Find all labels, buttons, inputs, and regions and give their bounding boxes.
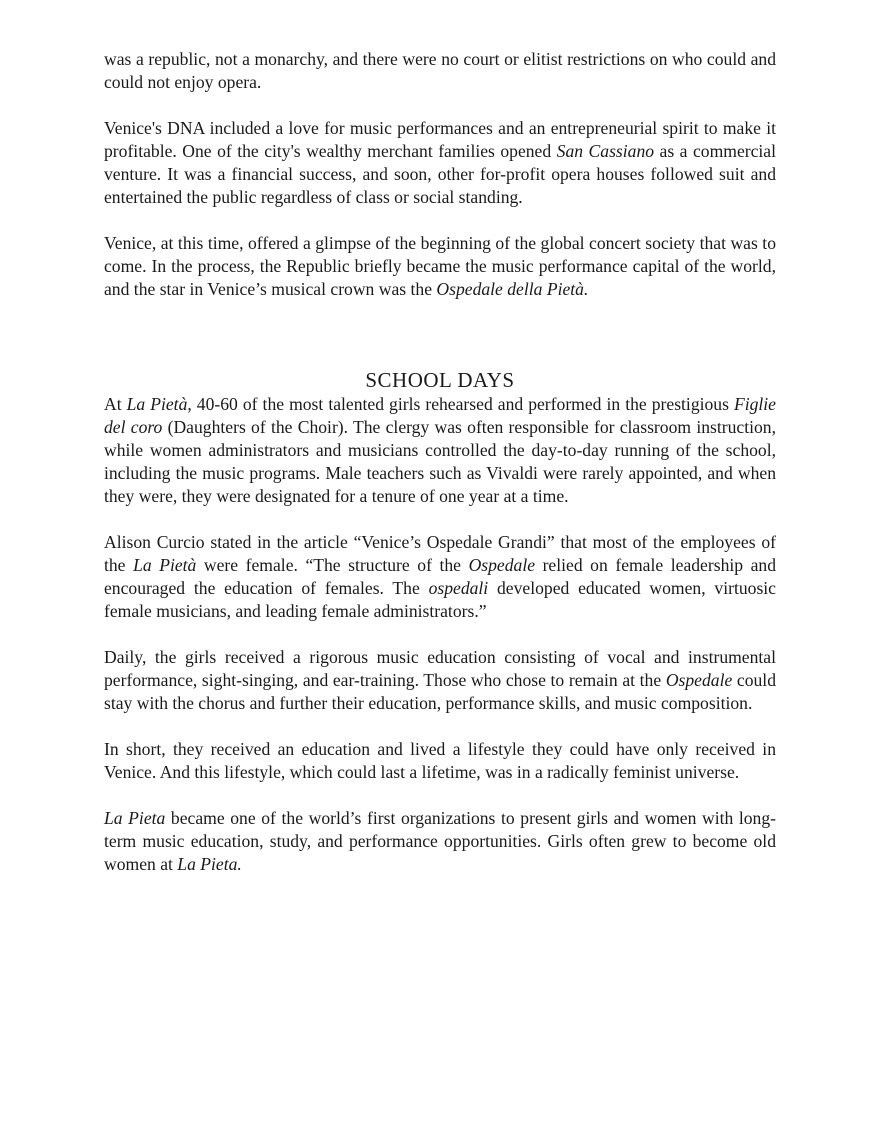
paragraph bbox=[104, 48, 776, 94]
section-heading-wrap bbox=[104, 367, 776, 393]
italic-text: ospedali bbox=[428, 578, 489, 598]
text-run: At bbox=[104, 394, 127, 414]
text-run: In short, they received an education and lived a lifestyle they could have only received in Venice. And this lifestyle, which could last a lifetime, was in a radically feminist universe. bbox=[104, 739, 776, 782]
text-run: could stay with the chorus and further their education, performance skills, and music composition. bbox=[104, 670, 776, 713]
italic-text: La Pietà bbox=[126, 394, 188, 414]
intro-section bbox=[104, 48, 776, 301]
italic-text: La Pieta bbox=[104, 808, 166, 828]
text-run: , 40-60 of the most talented girls rehearsed and performed in the prestigious bbox=[187, 394, 734, 414]
text-run: became one of the world’s first organizations to present girls and women with long-term music education, study, and performance opportunities. Girls often grew to become old women at bbox=[104, 808, 777, 874]
text-run: (Daughters of the Choir). The clergy was often responsible for classroom instruction, while women administrators and musicians controlled the day-to-day running of the school, including the music programs. Male teachers such as Vivaldi were rarely appointed, and when they were, they were designated for a tenure of one year at a time. bbox=[104, 417, 776, 506]
italic-text: La Pietà bbox=[133, 555, 197, 575]
italic-text: La Pieta. bbox=[177, 854, 242, 874]
text-run: as a commercial venture. It was a financial success, and soon, other for-profit opera houses followed suit and entertained the public regardless of class or social standing. bbox=[104, 141, 777, 207]
text-run: relied on female leadership and encouraged the education of females. The bbox=[104, 555, 777, 598]
text-run: Daily, the girls received a rigorous music education consisting of vocal and instrumental performance, sight-singing, and ear-training. Those who chose to remain at the bbox=[104, 647, 776, 690]
section-heading: SCHOOL DAYS bbox=[365, 368, 515, 392]
italic-text: San Cassiano bbox=[556, 141, 655, 161]
paragraph bbox=[104, 807, 776, 876]
text-run: was a republic, not a monarchy, and there were no court or elitist restrictions on who could and could not enjoy opera. bbox=[104, 49, 776, 92]
italic-text: Ospedale bbox=[468, 555, 536, 575]
italic-text: Figlie del coro bbox=[104, 394, 776, 437]
paragraph bbox=[104, 232, 776, 301]
italic-text: Ospedale bbox=[665, 670, 733, 690]
text-run: Venice's DNA included a love for music performances and an entrepreneurial spirit to make it profitable. One of the city's wealthy merchant families opened bbox=[104, 118, 776, 161]
paragraph bbox=[104, 738, 776, 784]
paragraph bbox=[104, 531, 776, 623]
text-run: Alison Curcio stated in the article “Venice’s Ospedale Grandi” that most of the employees of the bbox=[104, 532, 776, 575]
document-page bbox=[104, 48, 776, 876]
text-run: were female. “The structure of the bbox=[196, 555, 469, 575]
italic-text: Ospedale della Pietà. bbox=[436, 279, 589, 299]
text-run: developed educated women, virtuosic female musicians, and leading female administrators.” bbox=[104, 578, 776, 621]
paragraph bbox=[104, 646, 776, 715]
school-days-section bbox=[104, 393, 776, 876]
paragraph bbox=[104, 117, 776, 209]
paragraph bbox=[104, 393, 776, 508]
text-run: Venice, at this time, offered a glimpse of the beginning of the global concert society that was to come. In the process, the Republic briefly became the music performance capital of the world, and the star in Venice’s musical crown was the bbox=[104, 233, 776, 299]
